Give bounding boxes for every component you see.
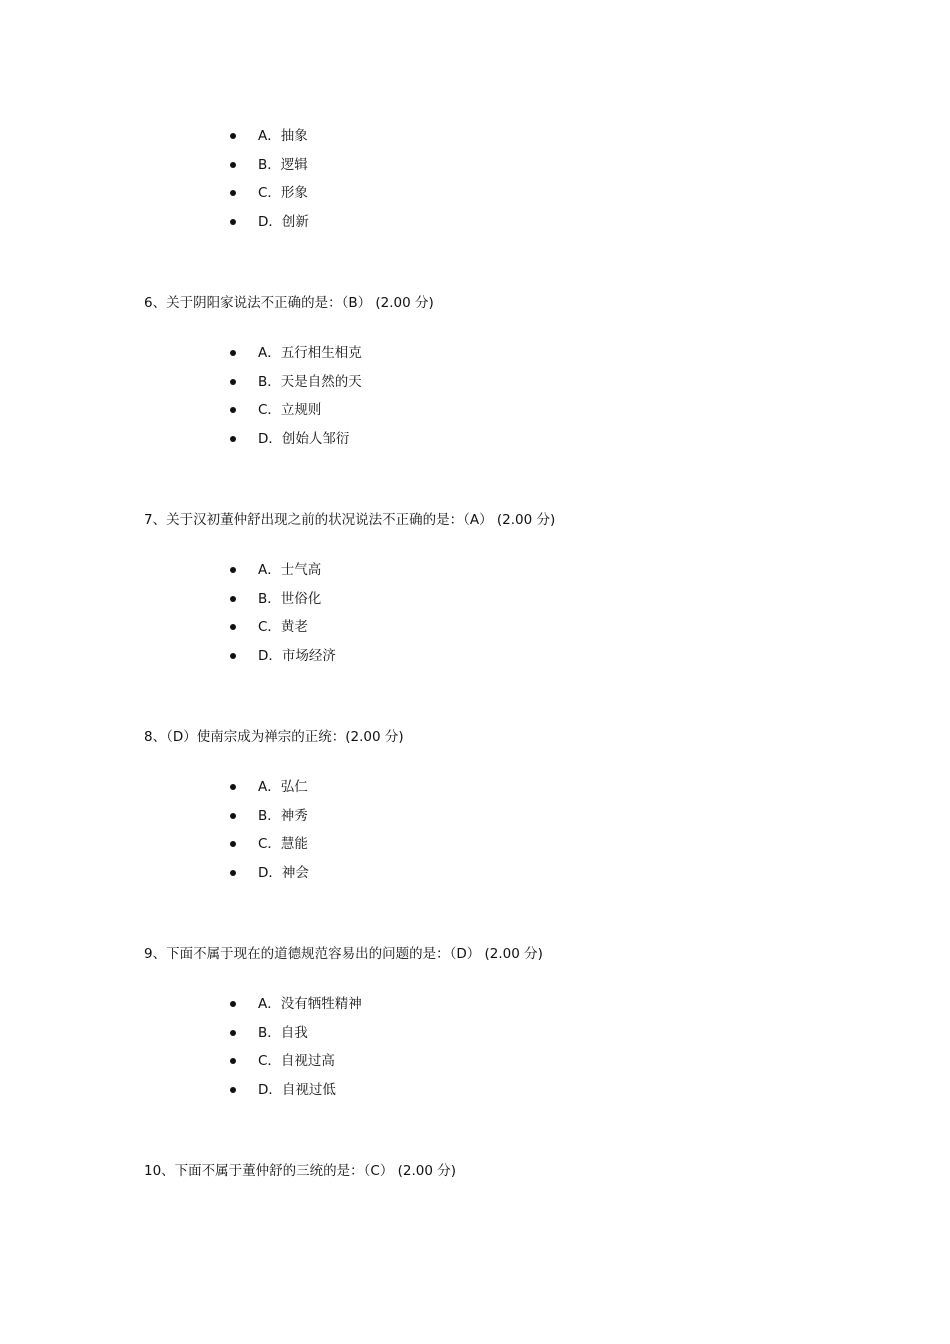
option-label: C．形象 [258,185,308,202]
option-label: D．市场经济 [258,648,336,665]
bullet-icon [230,596,236,602]
option-d [230,213,309,242]
bullet-icon [230,1087,236,1093]
option-c [230,1052,362,1081]
bullet-icon [230,162,236,168]
option-a [230,127,309,156]
option-label: B．神秀 [258,807,308,824]
bullet-icon [230,219,236,225]
option-label: A．抽象 [258,128,308,144]
option-label: C．慧能 [258,836,308,853]
option-label: D．创新 [258,214,309,231]
bullet-icon [230,1058,236,1064]
bullet-icon [230,379,236,385]
option-a [230,561,336,590]
option-b [230,373,362,402]
bullet-icon [230,1001,236,1007]
bullet-icon [230,624,236,630]
option-a [230,995,362,1024]
option-label: A．弘仁 [258,779,308,795]
bullet-icon [230,841,236,847]
bullet-icon [230,350,236,356]
question-6-text: 6、关于阴阳家说法不正确的是：（B） (2.00 分) [144,295,434,311]
q9-options [230,995,362,1110]
question-7-text: 7、关于汉初董仲舒出现之前的状况说法不正确的是：（A） (2.00 分) [144,512,556,528]
bullet-icon [230,436,236,442]
option-label: D．创始人邹衍 [258,431,350,448]
bullet-icon [230,870,236,876]
option-label: D．自视过低 [258,1082,336,1099]
option-b [230,1024,362,1053]
option-c [230,184,309,213]
bullet-icon [230,653,236,659]
q6-options [230,344,362,459]
bullet-icon [230,784,236,790]
option-b [230,156,309,185]
bullet-icon [230,813,236,819]
option-d [230,864,309,893]
option-b [230,807,309,836]
option-label: A．士气高 [258,562,322,578]
bullet-icon [230,1030,236,1036]
option-d [230,1081,362,1110]
question-8-text: 8、（D）使南宗成为禅宗的正统：(2.00 分) [144,729,404,745]
option-label: C．立规则 [258,402,322,419]
option-b [230,590,336,619]
bullet-icon [230,133,236,139]
option-label: B．逻辑 [258,156,308,173]
option-a [230,778,309,807]
option-c [230,835,309,864]
option-label: A．没有牺牲精神 [258,996,362,1012]
q5-options [230,127,309,242]
option-label: D．神会 [258,865,309,882]
option-d [230,430,362,459]
option-d [230,647,336,676]
option-label: B．自我 [258,1024,308,1041]
question-10-text: 10、下面不属于董仲舒的三统的是：（C） (2.00 分) [144,1163,457,1179]
option-c [230,618,336,647]
bullet-icon [230,407,236,413]
option-label: A．五行相生相克 [258,345,362,361]
option-c [230,401,362,430]
option-label: C．黄老 [258,619,308,636]
option-a [230,344,362,373]
q8-options [230,778,309,893]
bullet-icon [230,567,236,573]
q7-options [230,561,336,676]
question-9-text: 9、下面不属于现在的道德规范容易出的问题的是：（D） (2.00 分) [144,946,543,962]
bullet-icon [230,190,236,196]
option-label: B．世俗化 [258,590,322,607]
option-label: C．自视过高 [258,1053,335,1070]
option-label: B．天是自然的天 [258,373,362,390]
